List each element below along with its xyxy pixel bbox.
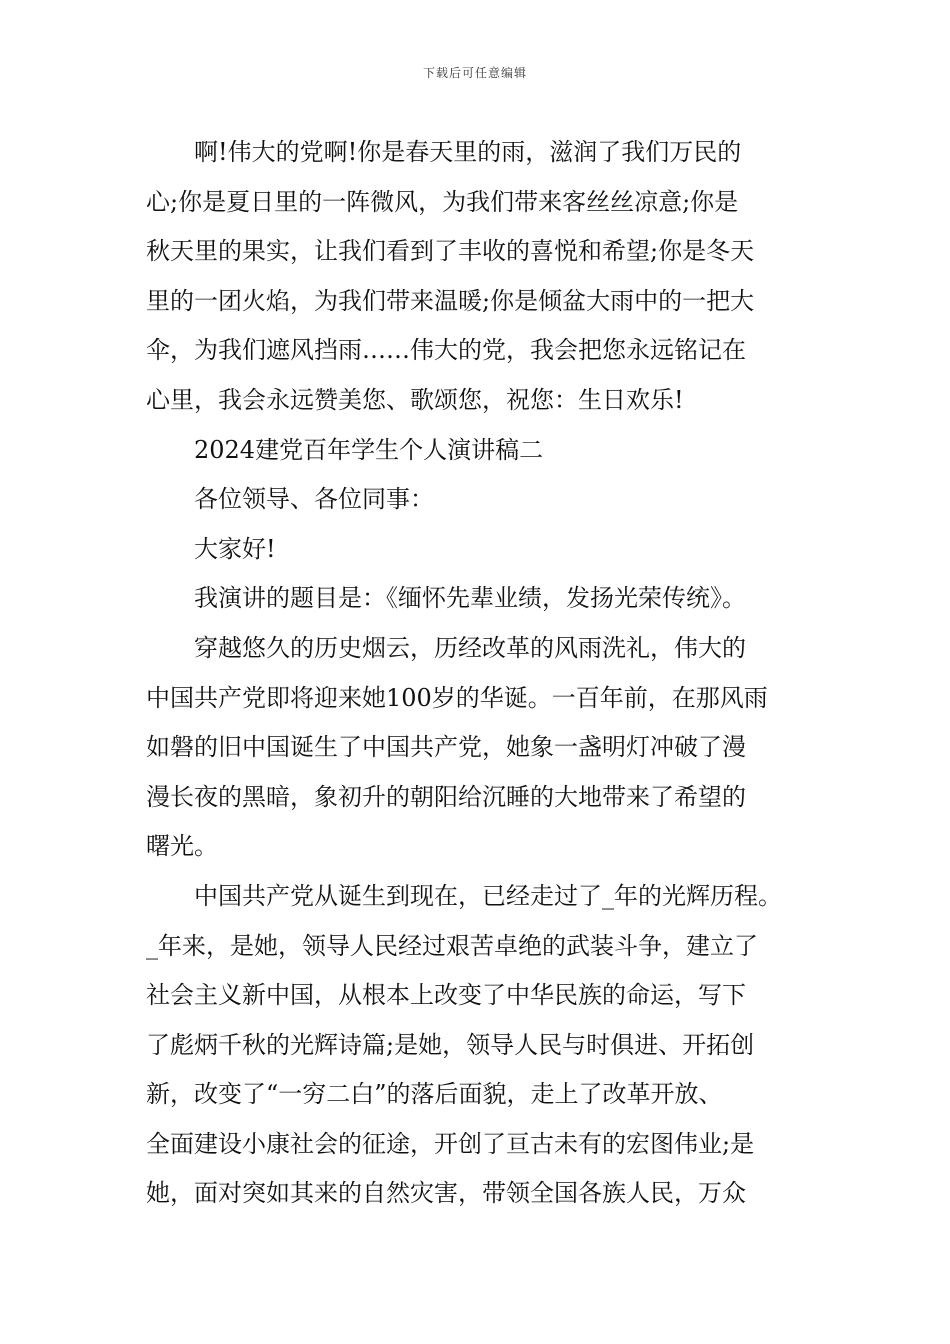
text-line: 2024建党百年学生个人演讲稿二 <box>194 435 544 464</box>
text-line: 我演讲的题目是：《缅怀先辈业绩，发扬光荣传统》。 <box>194 584 746 613</box>
text-line: 伞，为我们遮风挡雨……伟大的党，我会把您永远铭记在 <box>146 336 746 365</box>
text-line: 她，面对突如其来的自然灾害，带领全国各族人民，万众 <box>146 1179 746 1208</box>
text-line: 如磐的旧中国诞生了中国共产党，她象一盏明灯冲破了漫 <box>146 733 746 762</box>
text-line: 心里，我会永远赞美您、歌颂您，祝您：生日欢乐! <box>146 385 684 414</box>
text-line: 心;你是夏日里的一阵微风，为我们带来客丝丝凉意;你是 <box>146 187 739 216</box>
text-line: 啊!伟大的党啊!你是春天里的雨，滋润了我们万民的 <box>194 138 742 166</box>
text-line: _年来，是她，领导人民经过艰苦卓绝的武装斗争，建立了 <box>146 931 758 960</box>
text-line: 曙光。 <box>146 832 218 861</box>
text-line: 漫长夜的黑暗，象初升的朝阳给沉睡的大地带来了希望的 <box>146 782 746 811</box>
text-line: 全面建设小康社会的征途，开创了亘古未有的宏图伟业;是 <box>146 1129 755 1158</box>
text-line: 了彪炳千秋的光辉诗篇;是她，领导人民与时俱进、开拓创 <box>146 1030 755 1059</box>
text-line: 中国共产党从诞生到现在，已经走过了_年的光辉历程。 <box>194 881 782 910</box>
text-line: 里的一团火焰，为我们带来温暖;你是倾盆大雨中的一把大 <box>146 286 755 315</box>
text-line: 新，改变了“一穷二白”的落后面貌，走上了改革开放、 <box>146 1080 723 1109</box>
text-line: 秋天里的果实，让我们看到了丰收的喜悦和希望;你是冬天 <box>146 237 755 266</box>
page-header: 下载后可任意编辑 <box>422 66 527 80</box>
text-line: 各位领导、各位同事： <box>194 485 434 514</box>
text-line: 社会主义新中国，从根本上改变了中华民族的命运，写下 <box>146 981 746 1010</box>
text-line: 穿越悠久的历史烟云，历经改革的风雨洗礼，伟大的 <box>194 633 746 662</box>
document-body <box>146 128 826 1219</box>
text-line: 中国共产党即将迎来她100岁的华诞。一百年前，在那风雨 <box>146 683 768 712</box>
text-line: 大家好! <box>194 534 276 563</box>
